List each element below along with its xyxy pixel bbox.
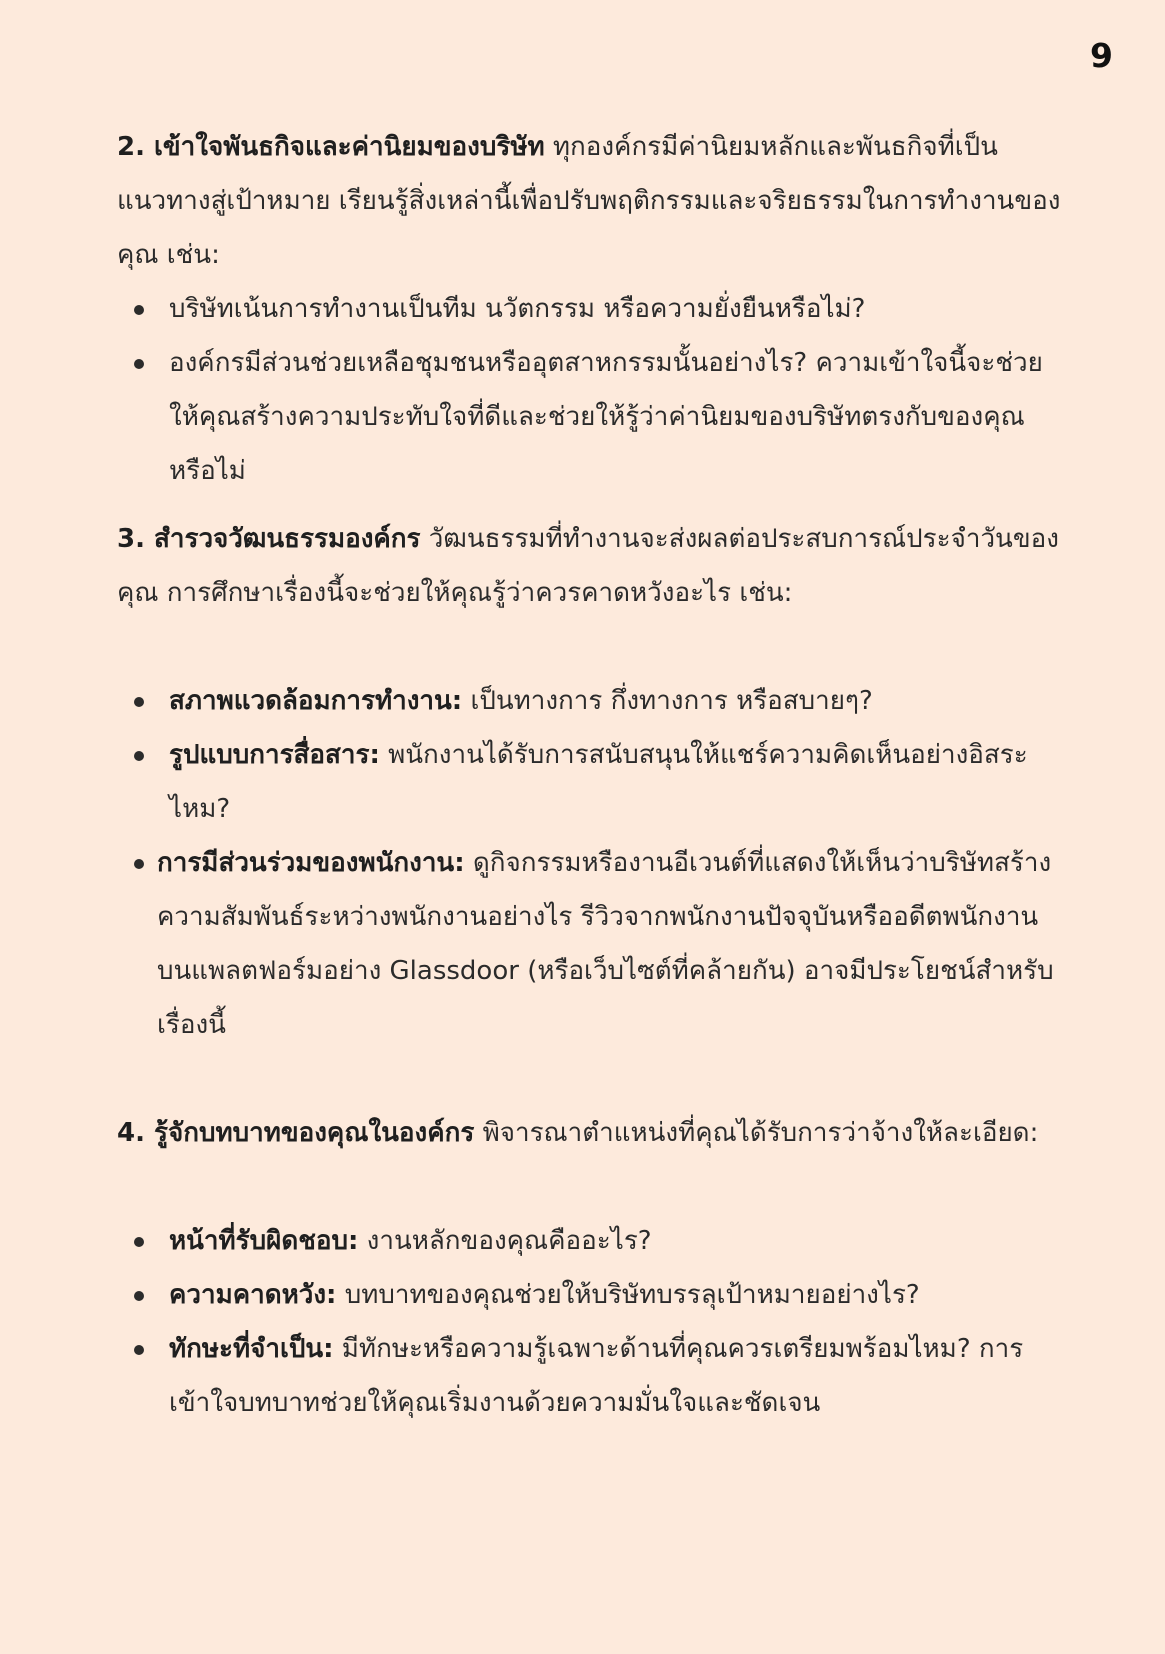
list-item-text: บทบาทของคุณช่วยให้บริษัทบรรลุเป้าหมายอย่างไร? [336, 1280, 920, 1310]
list-item-lead: รูปแบบการสื่อสาร: [169, 740, 380, 770]
list-item-lead: สภาพแวดล้อมการทำงาน: [169, 686, 463, 716]
list-item-lead: ทักษะที่จำเป็น: [169, 1334, 334, 1364]
section-3-heading: 3. สำรวจวัฒนธรรมองค์กร [117, 524, 421, 554]
list-item [117, 728, 1062, 836]
list-item [117, 1214, 1062, 1268]
section-2-paragraph [117, 120, 1062, 282]
list-item [117, 674, 1062, 728]
list-item-text: งานหลักของคุณคืออะไร? [358, 1226, 652, 1256]
list-item-lead: หน้าที่รับผิดชอบ: [169, 1226, 359, 1256]
section-2-body: ทุกองค์กรมีค่านิยมหลักและพันธกิจที่เป็นแนวทางสู่เป้าหมาย เรียนรู้สิ่งเหล่านี้เพื่อปรับพฤติกรรมและจริยธรรมในการทำงานของคุณ เช่น: [117, 132, 1061, 270]
section-4-heading: 4. รู้จักบทบาทของคุณในองค์กร [117, 1118, 475, 1148]
section-2-heading: 2. เข้าใจพันธกิจและค่านิยมของบริษัท [117, 132, 545, 162]
document-body [117, 120, 1062, 1430]
list-item [117, 1322, 1062, 1430]
section-3-list [117, 674, 1062, 1052]
list-item [117, 1268, 1062, 1322]
list-item-text: เป็นทางการ กึ่งทางการ หรือสบายๆ? [462, 686, 873, 716]
section-3-paragraph [117, 512, 1062, 620]
list-item-text: พนักงานได้รับการสนับสนุนให้แชร์ความคิดเห็นอย่างอิสระไหม? [169, 740, 1028, 824]
list-item-lead: ความคาดหวัง: [169, 1280, 337, 1310]
page-number: 9 [1090, 36, 1113, 75]
list-item-text: ดูกิจกรรมหรืองานอีเวนต์ที่แสดงให้เห็นว่าบริษัทสร้างความสัมพันธ์ระหว่างพนักงานอย่างไร รีวิวจากพนักงานปัจจุบันหรืออดีตพนักงานบนแพลตฟอร์มอย่าง Glassdoor (หรือเว็บไซต์ที่คล้ายกัน) อาจมีประโยชน์สำหรับเรื่องนี้ [157, 848, 1054, 1040]
section-2-list [117, 282, 1062, 498]
list-item [117, 836, 1062, 1052]
section-4-body: พิจารณาตำแหน่งที่คุณได้รับการว่าจ้างให้ละเอียด: [474, 1118, 1039, 1148]
section-3-body: วัฒนธรรมที่ทำงานจะส่งผลต่อประสบการณ์ประจำวันของคุณ การศึกษาเรื่องนี้จะช่วยให้คุณรู้ว่าควรคาดหวังอะไร เช่น: [117, 524, 1059, 608]
section-4-list [117, 1214, 1062, 1430]
list-item-text: มีทักษะหรือความรู้เฉพาะด้านที่คุณควรเตรียมพร้อมไหม? การเข้าใจบทบาทช่วยให้คุณเริ่มงานด้วยความมั่นใจและชัดเจน [169, 1334, 1024, 1418]
list-item: บริษัทเน้นการทำงานเป็นทีม นวัตกรรม หรือความยั่งยืนหรือไม่? [117, 282, 1062, 336]
list-item-lead: การมีส่วนร่วมของพนักงาน: [157, 848, 465, 878]
list-item: องค์กรมีส่วนช่วยเหลือชุมชนหรืออุตสาหกรรมนั้นอย่างไร? ความเข้าใจนี้จะช่วยให้คุณสร้างความประทับใจที่ดีและช่วยให้รู้ว่าค่านิยมของบริษัทตรงกับของคุณหรือไม่ [117, 336, 1062, 498]
section-4-paragraph [117, 1106, 1062, 1160]
